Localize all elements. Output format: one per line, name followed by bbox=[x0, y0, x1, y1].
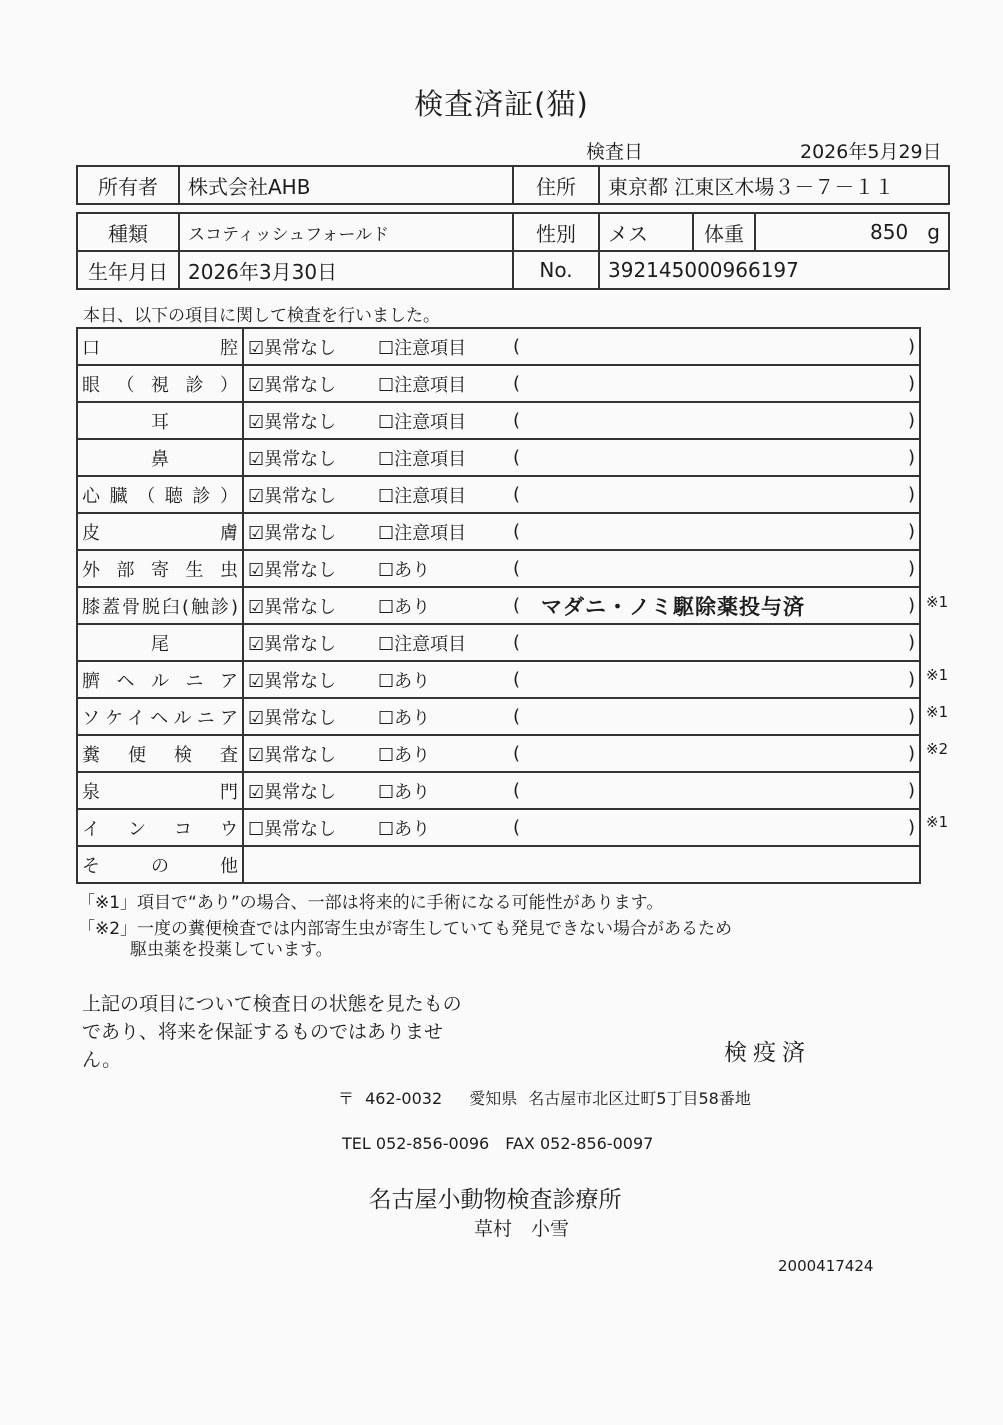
paren-close: ) bbox=[907, 743, 915, 764]
no-abnormality-checkbox[interactable]: ☑異常なし bbox=[248, 670, 337, 692]
caution-checkbox[interactable]: ☐あり bbox=[378, 781, 431, 803]
caution-checkbox[interactable]: ☐あり bbox=[378, 670, 431, 692]
footnote-mark: ※1 bbox=[926, 703, 949, 721]
exam-item-result bbox=[243, 772, 920, 809]
clinic-address: 〒 462-0032 愛知県 名古屋市北区辻町5丁目58番地 bbox=[338, 1089, 751, 1108]
sex-value: メス bbox=[599, 213, 693, 251]
pet-info-table bbox=[76, 212, 950, 290]
exam-item-name bbox=[77, 846, 243, 883]
no-abnormality-checkbox[interactable]: ☑異常なし bbox=[248, 633, 337, 655]
paren-open: ( bbox=[513, 484, 521, 505]
caution-checkbox[interactable]: ☐あり bbox=[378, 707, 431, 729]
other-notes[interactable] bbox=[243, 846, 920, 883]
paren-close: ) bbox=[907, 817, 915, 838]
paren-open: ( bbox=[513, 669, 521, 690]
exam-item-result bbox=[243, 809, 920, 846]
no-abnormality-checkbox[interactable]: ☐異常なし bbox=[248, 818, 337, 840]
exam-item-row bbox=[77, 439, 920, 476]
caution-checkbox[interactable]: ☐あり bbox=[378, 559, 431, 581]
exam-item-name bbox=[77, 550, 243, 587]
number-label: No. bbox=[513, 251, 599, 289]
exam-item-result bbox=[243, 550, 920, 587]
sex-label: 性別 bbox=[513, 213, 599, 251]
exam-item-label: 心臓（聴診） bbox=[82, 485, 238, 507]
paren-close: ) bbox=[907, 706, 915, 727]
exam-item-row bbox=[77, 476, 920, 513]
exam-item-result bbox=[243, 513, 920, 550]
number-value: 392145000966197 bbox=[599, 251, 949, 289]
no-abnormality-checkbox[interactable]: ☑異常なし bbox=[248, 744, 337, 766]
exam-item-row bbox=[77, 772, 920, 809]
exam-item-name bbox=[77, 735, 243, 772]
birth-label: 生年月日 bbox=[77, 251, 179, 289]
caution-checkbox[interactable]: ☐あり bbox=[378, 744, 431, 766]
no-abnormality-checkbox[interactable]: ☑異常なし bbox=[248, 559, 337, 581]
exam-intro: 本日、以下の項目に関して検査を行いました。 bbox=[83, 306, 440, 326]
no-abnormality-checkbox[interactable]: ☑異常なし bbox=[248, 337, 337, 359]
caution-checkbox[interactable]: ☐注意項目 bbox=[378, 374, 467, 396]
caution-checkbox[interactable]: ☐注意項目 bbox=[378, 448, 467, 470]
exam-item-row bbox=[77, 661, 920, 698]
paren-close: ) bbox=[907, 632, 915, 653]
exam-item-result bbox=[243, 402, 920, 439]
paren-open: ( bbox=[513, 410, 521, 431]
no-abnormality-checkbox[interactable]: ☑異常なし bbox=[248, 448, 337, 470]
exam-item-result bbox=[243, 476, 920, 513]
paren-open: ( bbox=[513, 373, 521, 394]
exam-item-name bbox=[77, 439, 243, 476]
exam-item-comment: マダニ・ノミ駆除薬投与済 bbox=[541, 594, 805, 619]
birth-value: 2026年3月30日 bbox=[179, 251, 513, 289]
paren-close: ) bbox=[907, 484, 915, 505]
exam-items-table bbox=[76, 327, 921, 884]
exam-item-label: ソケイヘルニア bbox=[82, 707, 238, 729]
weight-label: 体重 bbox=[693, 213, 755, 251]
no-abnormality-checkbox[interactable]: ☑異常なし bbox=[248, 374, 337, 396]
owner-info-table bbox=[76, 165, 950, 205]
exam-item-row-other bbox=[77, 846, 920, 883]
footnote-mark: ※1 bbox=[926, 813, 949, 832]
paren-close: ) bbox=[907, 558, 915, 579]
clinic-phone: TEL 052-856-0096 FAX 052-856-0097 bbox=[342, 1134, 654, 1153]
exam-item-result bbox=[243, 439, 920, 476]
no-abnormality-checkbox[interactable]: ☑異常なし bbox=[248, 485, 337, 507]
address-value: 東京都 江東区木場３－７－１１ bbox=[599, 166, 949, 204]
paren-open: ( bbox=[513, 632, 521, 653]
owner-value: 株式会社AHB bbox=[179, 166, 513, 204]
paren-open: ( bbox=[513, 706, 521, 727]
exam-item-label: 臍ヘルニア bbox=[82, 670, 238, 692]
footnote-2-continued: 駆虫薬を投薬しています。 bbox=[130, 940, 333, 960]
exam-item-label: 耳 bbox=[151, 411, 169, 433]
paren-close: ) bbox=[907, 410, 915, 431]
caution-checkbox[interactable]: ☐注意項目 bbox=[378, 485, 467, 507]
footnote-mark: ※2 bbox=[926, 739, 949, 758]
exam-item-name bbox=[77, 513, 243, 550]
exam-item-name bbox=[77, 772, 243, 809]
paren-close: ) bbox=[907, 447, 915, 468]
exam-item-row bbox=[77, 587, 920, 624]
paren-open: ( bbox=[513, 780, 521, 801]
exam-item-result bbox=[243, 587, 920, 624]
weight-cell bbox=[755, 213, 949, 251]
exam-item-name bbox=[77, 476, 243, 513]
exam-item-row bbox=[77, 513, 920, 550]
no-abnormality-checkbox[interactable]: ☑異常なし bbox=[248, 707, 337, 729]
exam-item-label: 膝蓋骨脱臼(触診) bbox=[82, 596, 238, 618]
exam-item-row bbox=[77, 698, 920, 735]
exam-item-name bbox=[77, 661, 243, 698]
paren-open: ( bbox=[513, 447, 521, 468]
paren-close: ) bbox=[907, 595, 915, 616]
exam-item-label: 口 腔 bbox=[82, 337, 238, 359]
paren-close: ) bbox=[907, 780, 915, 801]
address-label: 住所 bbox=[513, 166, 599, 204]
paren-open: ( bbox=[513, 743, 521, 764]
exam-item-result bbox=[243, 328, 920, 365]
exam-item-result bbox=[243, 735, 920, 772]
no-abnormality-checkbox[interactable]: ☑異常なし bbox=[248, 781, 337, 803]
no-abnormality-checkbox[interactable]: ☑異常なし bbox=[248, 522, 337, 544]
exam-item-result bbox=[243, 698, 920, 735]
caution-checkbox[interactable]: ☐注意項目 bbox=[378, 633, 467, 655]
exam-item-row bbox=[77, 402, 920, 439]
inspection-stamp: 検疫済 bbox=[724, 1040, 811, 1066]
exam-item-row bbox=[77, 809, 920, 846]
paren-open: ( bbox=[513, 817, 521, 838]
exam-item-row bbox=[77, 550, 920, 587]
owner-label: 所有者 bbox=[77, 166, 179, 204]
exam-item-row bbox=[77, 735, 920, 772]
exam-item-row bbox=[77, 328, 920, 365]
other-label: そ の 他 bbox=[82, 855, 238, 877]
exam-item-name bbox=[77, 328, 243, 365]
weight-value: 850 bbox=[870, 220, 909, 244]
exam-item-label: 皮 膚 bbox=[82, 522, 238, 544]
paren-open: ( bbox=[513, 595, 521, 616]
paren-close: ) bbox=[907, 669, 915, 690]
exam-item-name bbox=[77, 809, 243, 846]
document-number: 2000417424 bbox=[778, 1257, 874, 1275]
exam-item-name bbox=[77, 587, 243, 624]
exam-item-label: 眼（視診） bbox=[82, 374, 238, 396]
exam-date: 2026年5月29日 bbox=[800, 141, 942, 163]
breed-label: 種類 bbox=[77, 213, 179, 251]
exam-item-name bbox=[77, 402, 243, 439]
caution-checkbox[interactable]: ☐注意項目 bbox=[378, 522, 467, 544]
paren-open: ( bbox=[513, 521, 521, 542]
exam-item-name bbox=[77, 624, 243, 661]
exam-item-row bbox=[77, 365, 920, 402]
document-title: 検査済証(猫) bbox=[414, 87, 589, 121]
exam-item-name bbox=[77, 365, 243, 402]
footnote-mark: ※1 bbox=[926, 666, 949, 685]
exam-item-row bbox=[77, 624, 920, 661]
footnote-1: 「※1」項目で“あり”の場合、一部は将来的に手術になる可能性があります。 bbox=[78, 893, 664, 913]
doctor-name: 草村 小雪 bbox=[474, 1218, 570, 1240]
caution-checkbox[interactable]: ☐注意項目 bbox=[378, 411, 467, 433]
caution-checkbox[interactable]: ☐あり bbox=[378, 818, 431, 840]
exam-item-label: 尾 bbox=[151, 633, 169, 655]
exam-item-label: 糞便検査 bbox=[82, 744, 238, 766]
no-abnormality-checkbox[interactable]: ☑異常なし bbox=[248, 596, 337, 618]
exam-item-label: インコウ bbox=[82, 818, 238, 840]
paren-close: ) bbox=[907, 521, 915, 542]
footnote-2: 「※2」一度の糞便検査では内部寄生虫が寄生していても発見できない場合があるため bbox=[78, 919, 733, 939]
exam-item-result bbox=[243, 365, 920, 402]
exam-item-result bbox=[243, 624, 920, 661]
clinic-name: 名古屋小動物検査診療所 bbox=[368, 1187, 622, 1213]
no-abnormality-checkbox[interactable]: ☑異常なし bbox=[248, 411, 337, 433]
paren-open: ( bbox=[513, 336, 521, 357]
caution-checkbox[interactable]: ☐あり bbox=[378, 596, 431, 618]
disclaimer: 上記の項目について検査日の状態を見たものであり、将来を保証するものではありません。 bbox=[82, 993, 462, 1071]
exam-date-label: 検査日 bbox=[586, 141, 644, 163]
exam-item-label: 外部寄生虫 bbox=[82, 559, 238, 581]
caution-checkbox[interactable]: ☐注意項目 bbox=[378, 337, 467, 359]
breed-value: スコティッシュフォールド bbox=[179, 213, 513, 251]
weight-unit: g bbox=[927, 220, 940, 244]
exam-item-label: 泉 門 bbox=[82, 781, 238, 803]
footnote-mark: ※1 bbox=[926, 592, 949, 611]
exam-item-name bbox=[77, 698, 243, 735]
paren-close: ) bbox=[907, 373, 915, 394]
exam-item-label: 鼻 bbox=[151, 448, 169, 470]
exam-item-result bbox=[243, 661, 920, 698]
paren-open: ( bbox=[513, 558, 521, 579]
paren-close: ) bbox=[907, 336, 915, 357]
